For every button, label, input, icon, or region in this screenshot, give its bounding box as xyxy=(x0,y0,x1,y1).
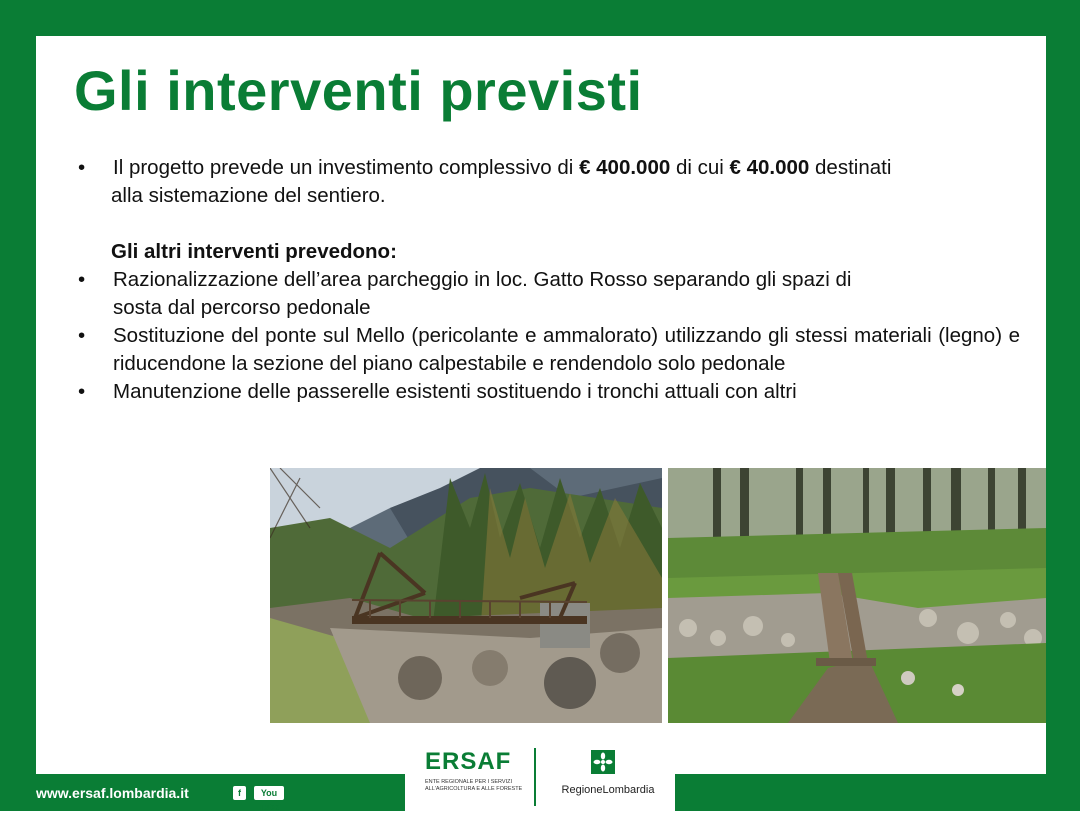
logo-box xyxy=(405,742,675,811)
footbridge-photo xyxy=(668,468,1046,723)
youtube-icon[interactable]: You Tube xyxy=(254,786,284,800)
slide-content xyxy=(36,36,1046,774)
amount-trail: € 40.000 xyxy=(729,156,810,179)
list-item xyxy=(76,322,1020,378)
list-item xyxy=(76,266,1020,322)
ersaf-subtitle: ENTE REGIONALE PER I SERVIZI ALL'AGRICOLTURA E ALLE FORESTE xyxy=(425,779,523,792)
website-url[interactable]: www.ersaf.lombardia.it xyxy=(36,785,189,801)
list-item-text: Sostituzione del ponte sul Mello (pericolante e ammalorato) utilizzando gli stessi materiali (legno) e riducendone la sezione del piano calpestabile e rendendolo solo pedonale xyxy=(113,324,1020,375)
bridge-photo xyxy=(270,468,662,723)
bullet-marker: • xyxy=(78,156,86,179)
list-item-text: Razionalizzazione dell’area parcheggio in loc. Gatto Rosso separando gli spazi di sosta dal percorso pedonale xyxy=(113,268,852,319)
intro-line: Il progetto prevede un investimento complessivo di € 400.000 di cui € 40.000 destinati xyxy=(113,156,892,179)
bullet-marker: • xyxy=(78,324,86,347)
bullet-marker: • xyxy=(78,268,86,291)
slide-title: Gli interventi previsti xyxy=(74,59,643,122)
list-item xyxy=(76,378,1020,406)
list-item-text: Manutenzione delle passerelle esistenti sostituendo i tronchi attuali con altri xyxy=(113,380,797,403)
intro-line-2: alla sistemazione del sentiero. xyxy=(111,184,386,207)
bullet-marker: • xyxy=(78,380,86,403)
subheading: Gli altri interventi prevedono: xyxy=(111,240,397,263)
facebook-icon[interactable]: f xyxy=(233,786,246,800)
regione-lombardia-label: RegioneLombardia xyxy=(561,784,655,796)
amount-total: € 400.000 xyxy=(579,156,671,179)
ersaf-logo: ERSAF xyxy=(425,748,512,775)
intro-bullet xyxy=(76,154,1020,182)
regione-lombardia-icon xyxy=(591,750,615,774)
logo-divider xyxy=(534,748,536,806)
slide-body xyxy=(76,154,1020,406)
